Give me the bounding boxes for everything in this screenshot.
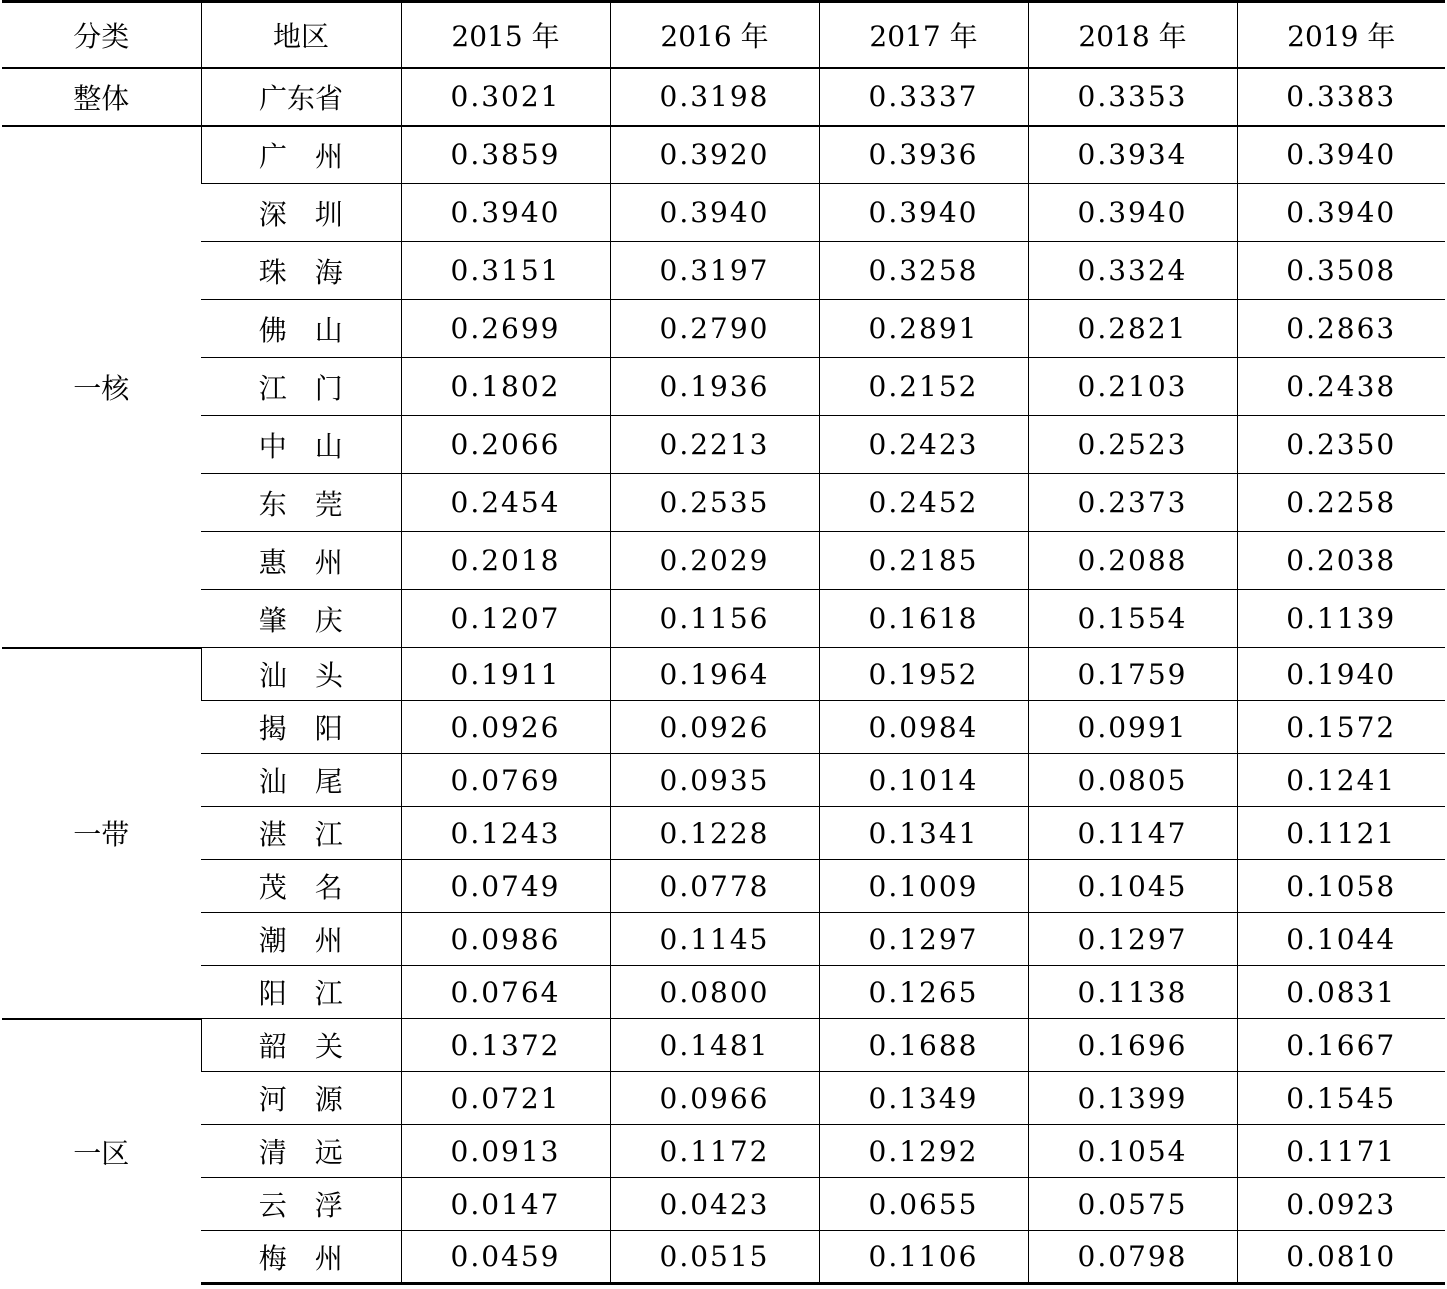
region-cell: 东 莞	[201, 474, 401, 532]
value-cell: 0.1156	[610, 590, 819, 648]
value-cell: 0.3383	[1237, 68, 1445, 126]
region-cell: 汕 尾	[201, 754, 401, 807]
value-cell: 0.3940	[819, 184, 1028, 242]
table-row	[2, 126, 1445, 184]
value-cell: 0.2452	[819, 474, 1028, 532]
value-cell: 0.1696	[1028, 1019, 1237, 1072]
category-cell: 一核	[2, 126, 201, 648]
value-cell: 0.2523	[1028, 416, 1237, 474]
value-cell: 0.0721	[401, 1072, 610, 1125]
value-cell: 0.1147	[1028, 807, 1237, 860]
value-cell: 0.0926	[610, 701, 819, 754]
value-cell: 0.2699	[401, 300, 610, 358]
table-row	[2, 590, 1445, 648]
value-cell: 0.1044	[1237, 913, 1445, 966]
table-row	[2, 532, 1445, 590]
value-cell: 0.1545	[1237, 1072, 1445, 1125]
table-body	[2, 68, 1445, 1284]
value-cell: 0.3940	[610, 184, 819, 242]
region-cell: 韶 关	[201, 1019, 401, 1072]
region-cell: 潮 州	[201, 913, 401, 966]
value-cell: 0.2373	[1028, 474, 1237, 532]
value-cell: 0.1121	[1237, 807, 1445, 860]
value-cell: 0.3940	[1237, 126, 1445, 184]
value-cell: 0.3934	[1028, 126, 1237, 184]
table-row	[2, 184, 1445, 242]
value-cell: 0.3940	[1237, 184, 1445, 242]
value-cell: 0.2535	[610, 474, 819, 532]
value-cell: 0.1171	[1237, 1125, 1445, 1178]
region-cell: 佛 山	[201, 300, 401, 358]
value-cell: 0.0778	[610, 860, 819, 913]
value-cell: 0.1243	[401, 807, 610, 860]
value-cell: 0.2185	[819, 532, 1028, 590]
value-cell: 0.0147	[401, 1178, 610, 1231]
region-cell: 汕 头	[201, 648, 401, 701]
value-cell: 0.1618	[819, 590, 1028, 648]
value-cell: 0.0459	[401, 1231, 610, 1284]
value-cell: 0.2018	[401, 532, 610, 590]
table-row	[2, 416, 1445, 474]
header-cell: 地区	[201, 2, 401, 68]
value-cell: 0.0810	[1237, 1231, 1445, 1284]
table-row	[2, 913, 1445, 966]
category-cell: 整体	[2, 68, 201, 126]
region-cell: 深 圳	[201, 184, 401, 242]
header-cell: 2016 年	[610, 2, 819, 68]
value-cell: 0.2066	[401, 416, 610, 474]
table-row	[2, 966, 1445, 1019]
value-cell: 0.0655	[819, 1178, 1028, 1231]
overall-row	[2, 68, 1445, 126]
region-cell: 茂 名	[201, 860, 401, 913]
value-cell: 0.3936	[819, 126, 1028, 184]
header-cell: 分类	[2, 2, 201, 68]
region-cell: 揭 阳	[201, 701, 401, 754]
value-cell: 0.1759	[1028, 648, 1237, 701]
table-row	[2, 860, 1445, 913]
value-cell: 0.1667	[1237, 1019, 1445, 1072]
value-cell: 0.1106	[819, 1231, 1028, 1284]
value-cell: 0.3508	[1237, 242, 1445, 300]
table-row	[2, 300, 1445, 358]
value-cell: 0.1964	[610, 648, 819, 701]
region-cell: 云 浮	[201, 1178, 401, 1231]
value-cell: 0.3940	[401, 184, 610, 242]
value-cell: 0.0984	[819, 701, 1028, 754]
value-cell: 0.0764	[401, 966, 610, 1019]
value-cell: 0.1172	[610, 1125, 819, 1178]
table-row	[2, 701, 1445, 754]
value-cell: 0.2088	[1028, 532, 1237, 590]
value-cell: 0.3920	[610, 126, 819, 184]
region-cell: 珠 海	[201, 242, 401, 300]
value-cell: 0.3198	[610, 68, 819, 126]
table-row	[2, 1178, 1445, 1231]
value-cell: 0.2038	[1237, 532, 1445, 590]
table-row	[2, 358, 1445, 416]
value-cell: 0.2423	[819, 416, 1028, 474]
table-row	[2, 242, 1445, 300]
header-cell: 2015 年	[401, 2, 610, 68]
value-cell: 0.2213	[610, 416, 819, 474]
value-cell: 0.1940	[1237, 648, 1445, 701]
region-cell: 梅 州	[201, 1231, 401, 1284]
value-cell: 0.1341	[819, 807, 1028, 860]
value-cell: 0.1481	[610, 1019, 819, 1072]
value-cell: 0.0923	[1237, 1178, 1445, 1231]
value-cell: 0.0805	[1028, 754, 1237, 807]
region-cell: 清 远	[201, 1125, 401, 1178]
value-cell: 0.1372	[401, 1019, 610, 1072]
table-row	[2, 807, 1445, 860]
header-row	[2, 2, 1445, 68]
value-cell: 0.2152	[819, 358, 1028, 416]
value-cell: 0.3021	[401, 68, 610, 126]
value-cell: 0.3324	[1028, 242, 1237, 300]
header-cell: 2019 年	[1237, 2, 1445, 68]
value-cell: 0.3258	[819, 242, 1028, 300]
value-cell: 0.1688	[819, 1019, 1028, 1072]
header-cell: 2018 年	[1028, 2, 1237, 68]
value-cell: 0.1241	[1237, 754, 1445, 807]
value-cell: 0.1139	[1237, 590, 1445, 648]
value-cell: 0.1058	[1237, 860, 1445, 913]
value-cell: 0.3197	[610, 242, 819, 300]
table-row	[2, 1231, 1445, 1284]
value-cell: 0.0575	[1028, 1178, 1237, 1231]
value-cell: 0.0515	[610, 1231, 819, 1284]
value-cell: 0.1207	[401, 590, 610, 648]
value-cell: 0.0749	[401, 860, 610, 913]
data-table	[2, 0, 1445, 1285]
value-cell: 0.1009	[819, 860, 1028, 913]
value-cell: 0.1936	[610, 358, 819, 416]
region-cell: 湛 江	[201, 807, 401, 860]
value-cell: 0.2438	[1237, 358, 1445, 416]
value-cell: 0.2891	[819, 300, 1028, 358]
value-cell: 0.1911	[401, 648, 610, 701]
value-cell: 0.1045	[1028, 860, 1237, 913]
region-cell: 中 山	[201, 416, 401, 474]
value-cell: 0.1014	[819, 754, 1028, 807]
region-cell: 江 门	[201, 358, 401, 416]
value-cell: 0.2350	[1237, 416, 1445, 474]
value-cell: 0.1145	[610, 913, 819, 966]
value-cell: 0.0798	[1028, 1231, 1237, 1284]
table-row	[2, 648, 1445, 701]
region-cell: 广 州	[201, 126, 401, 184]
value-cell: 0.0966	[610, 1072, 819, 1125]
table-row	[2, 1019, 1445, 1072]
category-cell: 一区	[2, 1019, 201, 1284]
value-cell: 0.1292	[819, 1125, 1028, 1178]
value-cell: 0.0913	[401, 1125, 610, 1178]
value-cell: 0.2454	[401, 474, 610, 532]
value-cell: 0.3337	[819, 68, 1028, 126]
value-cell: 0.1952	[819, 648, 1028, 701]
value-cell: 0.1349	[819, 1072, 1028, 1125]
value-cell: 0.1138	[1028, 966, 1237, 1019]
value-cell: 0.1265	[819, 966, 1028, 1019]
header-cell: 2017 年	[819, 2, 1028, 68]
value-cell: 0.0423	[610, 1178, 819, 1231]
value-cell: 0.2790	[610, 300, 819, 358]
value-cell: 0.3859	[401, 126, 610, 184]
category-cell: 一带	[2, 648, 201, 1019]
region-cell: 广东省	[201, 68, 401, 126]
region-cell: 河 源	[201, 1072, 401, 1125]
value-cell: 0.0769	[401, 754, 610, 807]
region-cell: 阳 江	[201, 966, 401, 1019]
value-cell: 0.0831	[1237, 966, 1445, 1019]
value-cell: 0.0926	[401, 701, 610, 754]
value-cell: 0.0986	[401, 913, 610, 966]
value-cell: 0.1572	[1237, 701, 1445, 754]
value-cell: 0.1228	[610, 807, 819, 860]
value-cell: 0.1297	[819, 913, 1028, 966]
value-cell: 0.0800	[610, 966, 819, 1019]
value-cell: 0.1054	[1028, 1125, 1237, 1178]
table-row	[2, 754, 1445, 807]
table-row	[2, 1072, 1445, 1125]
value-cell: 0.1399	[1028, 1072, 1237, 1125]
region-cell: 肇 庆	[201, 590, 401, 648]
value-cell: 0.3940	[1028, 184, 1237, 242]
value-cell: 0.3353	[1028, 68, 1237, 126]
value-cell: 0.2821	[1028, 300, 1237, 358]
value-cell: 0.2863	[1237, 300, 1445, 358]
value-cell: 0.3151	[401, 242, 610, 300]
table-row	[2, 1125, 1445, 1178]
value-cell: 0.2029	[610, 532, 819, 590]
value-cell: 0.1802	[401, 358, 610, 416]
value-cell: 0.0991	[1028, 701, 1237, 754]
region-cell: 惠 州	[201, 532, 401, 590]
table-row	[2, 474, 1445, 532]
value-cell: 0.1297	[1028, 913, 1237, 966]
value-cell: 0.2103	[1028, 358, 1237, 416]
value-cell: 0.0935	[610, 754, 819, 807]
value-cell: 0.2258	[1237, 474, 1445, 532]
value-cell: 0.1554	[1028, 590, 1237, 648]
